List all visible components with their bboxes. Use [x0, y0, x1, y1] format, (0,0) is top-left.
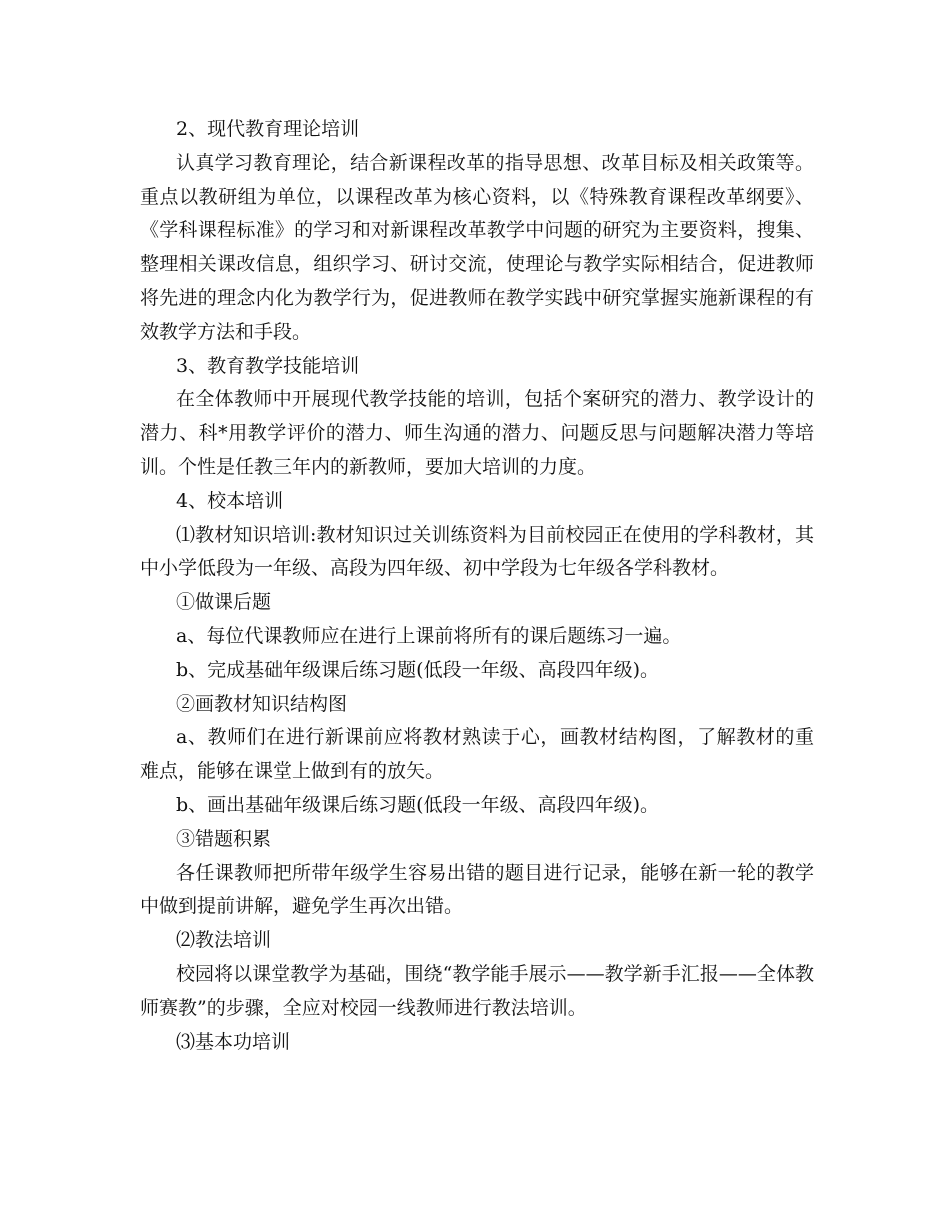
section-heading-school-based-training: 4、校本培训 [176, 489, 284, 512]
paragraph-error-collection: 各任课教师把所带年级学生容易出错的题目进行记录，能够在新一轮的教学中做到提前讲解，避免学生再次出错。 [140, 861, 814, 918]
subheading-error-collection: ③错题积累 [176, 827, 272, 850]
subheading-exercises: ①做课后题 [176, 591, 272, 614]
paragraph-theory-study: 认真学习教育理论，结合新课程改革的指导思想、改革目标及相关政策等。重点以教研组为单位，以课程改革为核心资料，以《特殊教育课程改革纲要》、《学科课程标准》的学习和对新课程改革教学中问题的研究为主要资料，搜集、整理相关课改信息，组织学习、研讨交流，使理论与教学实际相结合，促进教师将先进的理念内化为教学行为，促进教师在教学实践中研究掌握实施新课程的有效教学方法和手段。 [140, 151, 814, 343]
paragraph-textbook-knowledge: ⑴教材知识培训:教材知识过关训练资料为目前校园正在使用的学科教材，其中小学低段为一年级、高段为四年级、初中学段为七年级各学科教材。 [140, 523, 814, 580]
section-heading-modern-education-theory: 2、现代教育理论培训 [176, 118, 360, 140]
subheading-basic-skills: ⑶基本功培训 [176, 1030, 291, 1053]
section-heading-teaching-skills: 3、教育教学技能培训 [176, 354, 360, 377]
paragraph-skills-training: 在全体教师中开展现代教学技能的培训，包括个案研究的潜力、教学设计的潜力、科*用教学评价的潜力、师生沟通的潜力、问题反思与问题解决潜力等培训。个性是任教三年内的新教师，要加大培训的力度。 [140, 388, 814, 478]
subheading-teaching-method: ⑵教法培训 [176, 929, 272, 952]
subheading-structure-diagram: ②画教材知识结构图 [176, 692, 348, 715]
list-item-structure-b: b、画出基础年级课后练习题(低段一年级、高段四年级)。 [176, 793, 659, 816]
paragraph-teaching-method: 校园将以课堂教学为基础，围绕“教学能手展示——教学新手汇报——全体教师赛教”的步骤，全应对校园一线教师进行教法培训。 [140, 962, 814, 1019]
list-item-exercises-b: b、完成基础年级课后练习题(低段一年级、高段四年级)。 [176, 658, 659, 681]
document-page [140, 113, 814, 1059]
list-item-exercises-a: a、每位代课教师应在进行上课前将所有的课后题练习一遍。 [176, 624, 682, 647]
list-item-structure-a: a、教师们在进行新课前应将教材熟读于心，画教材结构图，了解教材的重难点，能够在课堂上做到有的放矢。 [140, 726, 814, 783]
